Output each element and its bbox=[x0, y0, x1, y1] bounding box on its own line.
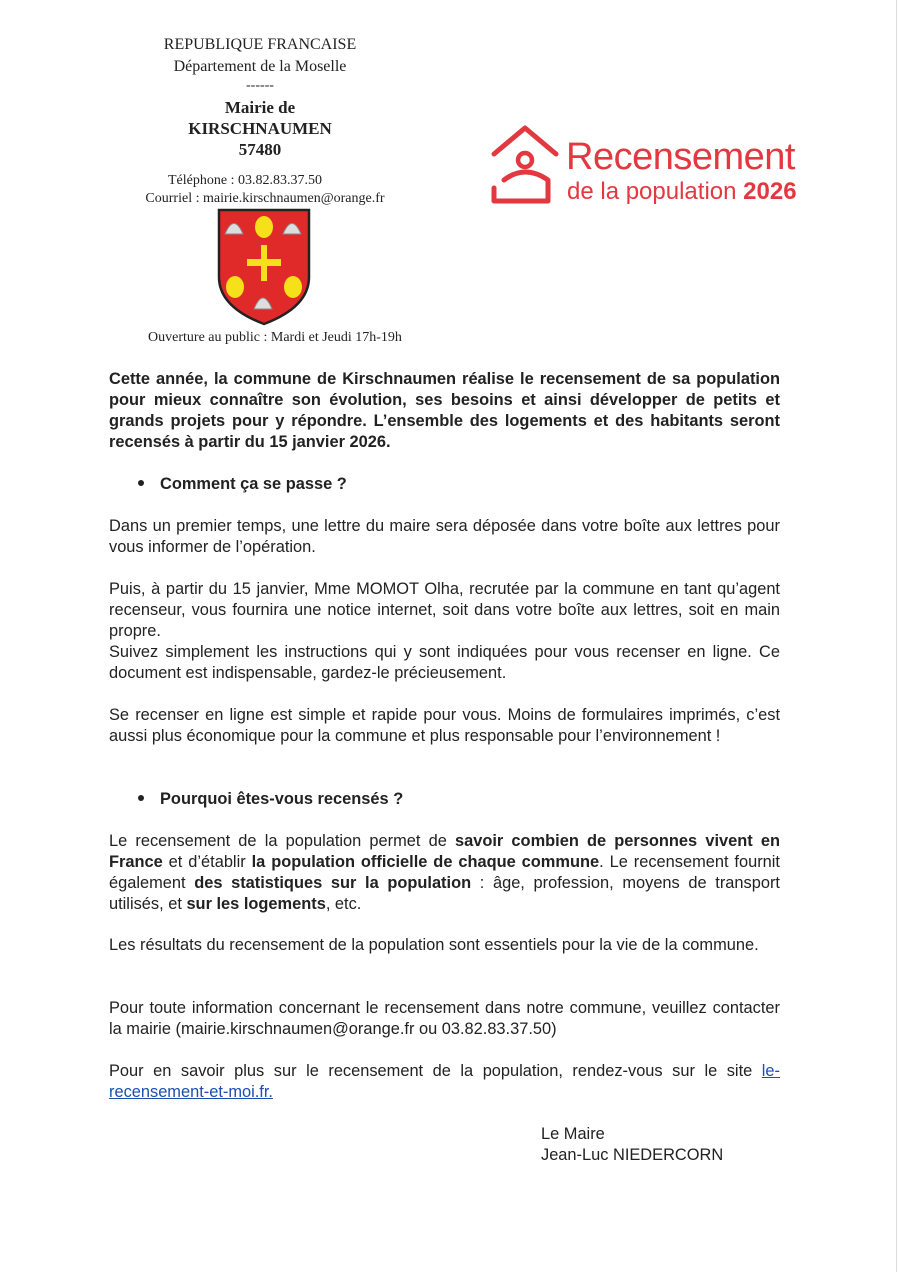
paragraph-purpose bbox=[109, 831, 780, 915]
header-postcode: 57480 bbox=[238, 140, 282, 159]
logo-subtitle bbox=[567, 178, 797, 206]
header-phone: Téléphone : 03.82.83.37.50 bbox=[168, 173, 322, 188]
header-hours: Ouverture au public : Mardi et Jeudi 17h-19h bbox=[148, 330, 402, 345]
paragraph-contact: Pour toute information concernant le recensement dans notre commune, veuillez contacter la mairie (mairie.kirschnaumen@orange.fr ou 03.82.83.37.50) bbox=[109, 999, 780, 1038]
purpose-text-5: , etc. bbox=[325, 895, 362, 913]
website-link[interactable]: le-recensement-et-moi.fr. bbox=[109, 1062, 780, 1101]
paragraph-website bbox=[109, 1061, 780, 1103]
logo-subtitle-text: de la population bbox=[567, 178, 737, 205]
purpose-bold-3: des statistiques sur la population bbox=[194, 874, 472, 892]
header-republic: REPUBLIQUE FRANCAISE bbox=[163, 36, 357, 53]
paragraph-letter: Dans un premier temps, une lettre du maire sera déposée dans votre boîte aux lettres pour vous informer de l’opération. bbox=[109, 517, 780, 556]
header-email: Courriel : mairie.kirschnaumen@orange.fr bbox=[145, 191, 385, 206]
header-department: Département de la Moselle bbox=[173, 58, 347, 75]
purpose-text-2: et d’établir bbox=[162, 853, 252, 871]
bullet-how-text: Comment ça se passe ? bbox=[160, 475, 347, 493]
paragraph-online: Se recenser en ligne est simple et rapide pour vous. Moins de formulaires imprimés, c’est aussi plus économique pour la commune et plus responsable pour l’environnement ! bbox=[109, 706, 780, 745]
paragraph-agent: Puis, à partir du 15 janvier, Mme MOMOT Olha, recrutée par la commune en tant qu’agent recenseur, vous fournira une notice internet, soit dans votre boîte aux lettres, soit en main propre. bbox=[109, 580, 780, 640]
purpose-text-4: : âge, profession, moyens de transport utilisés, et bbox=[109, 874, 780, 913]
purpose-bold-2: la population officielle de chaque commune bbox=[251, 853, 600, 871]
bullet-why-text: Pourquoi êtes-vous recensés ? bbox=[160, 790, 404, 808]
bullet-how bbox=[138, 475, 347, 494]
header-separator: ------ bbox=[246, 78, 274, 93]
paragraph-results: Les résultats du recensement de la population sont essentiels pour la vie de la commune. bbox=[109, 936, 759, 954]
census-house-logo-icon bbox=[490, 124, 560, 206]
coat-of-arms-icon bbox=[216, 207, 312, 327]
purpose-text-3: . Le recensement fournit également bbox=[109, 853, 780, 892]
bullet-dot-icon bbox=[138, 480, 144, 486]
bullet-why bbox=[138, 790, 403, 809]
signature-title: Le Maire bbox=[541, 1125, 605, 1143]
website-text: Pour en savoir plus sur le recensement de la population, rendez-vous sur le site bbox=[109, 1062, 762, 1080]
purpose-text-1: Le recensement de la population permet de bbox=[109, 832, 455, 850]
header-mairie: Mairie de bbox=[224, 98, 296, 117]
signature-name: Jean-Luc NIEDERCORN bbox=[541, 1146, 724, 1164]
paragraph-instructions: Suivez simplement les instructions qui y sont indiquées pour vous recenser en ligne. Ce document est indispensable, gardez-le précieusement. bbox=[109, 643, 780, 682]
purpose-bold-1: savoir combien de personnes vivent en France bbox=[109, 832, 780, 871]
logo-title: Recensement bbox=[566, 136, 795, 178]
header-commune: KIRSCHNAUMEN bbox=[188, 119, 332, 138]
logo-year: 2026 bbox=[743, 178, 797, 205]
page-edge bbox=[896, 0, 897, 1272]
bullet-dot-icon bbox=[138, 795, 144, 801]
purpose-bold-4: sur les logements bbox=[186, 895, 326, 913]
intro-paragraph: Cette année, la commune de Kirschnaumen réalise le recensement de sa population pour mieux connaître son évolution, ses besoins et ainsi développer de petits et grands projets pour y répondre. L’ensemble des logements et des habitants seront recensés à partir du 15 janvier 2026. bbox=[109, 370, 780, 451]
